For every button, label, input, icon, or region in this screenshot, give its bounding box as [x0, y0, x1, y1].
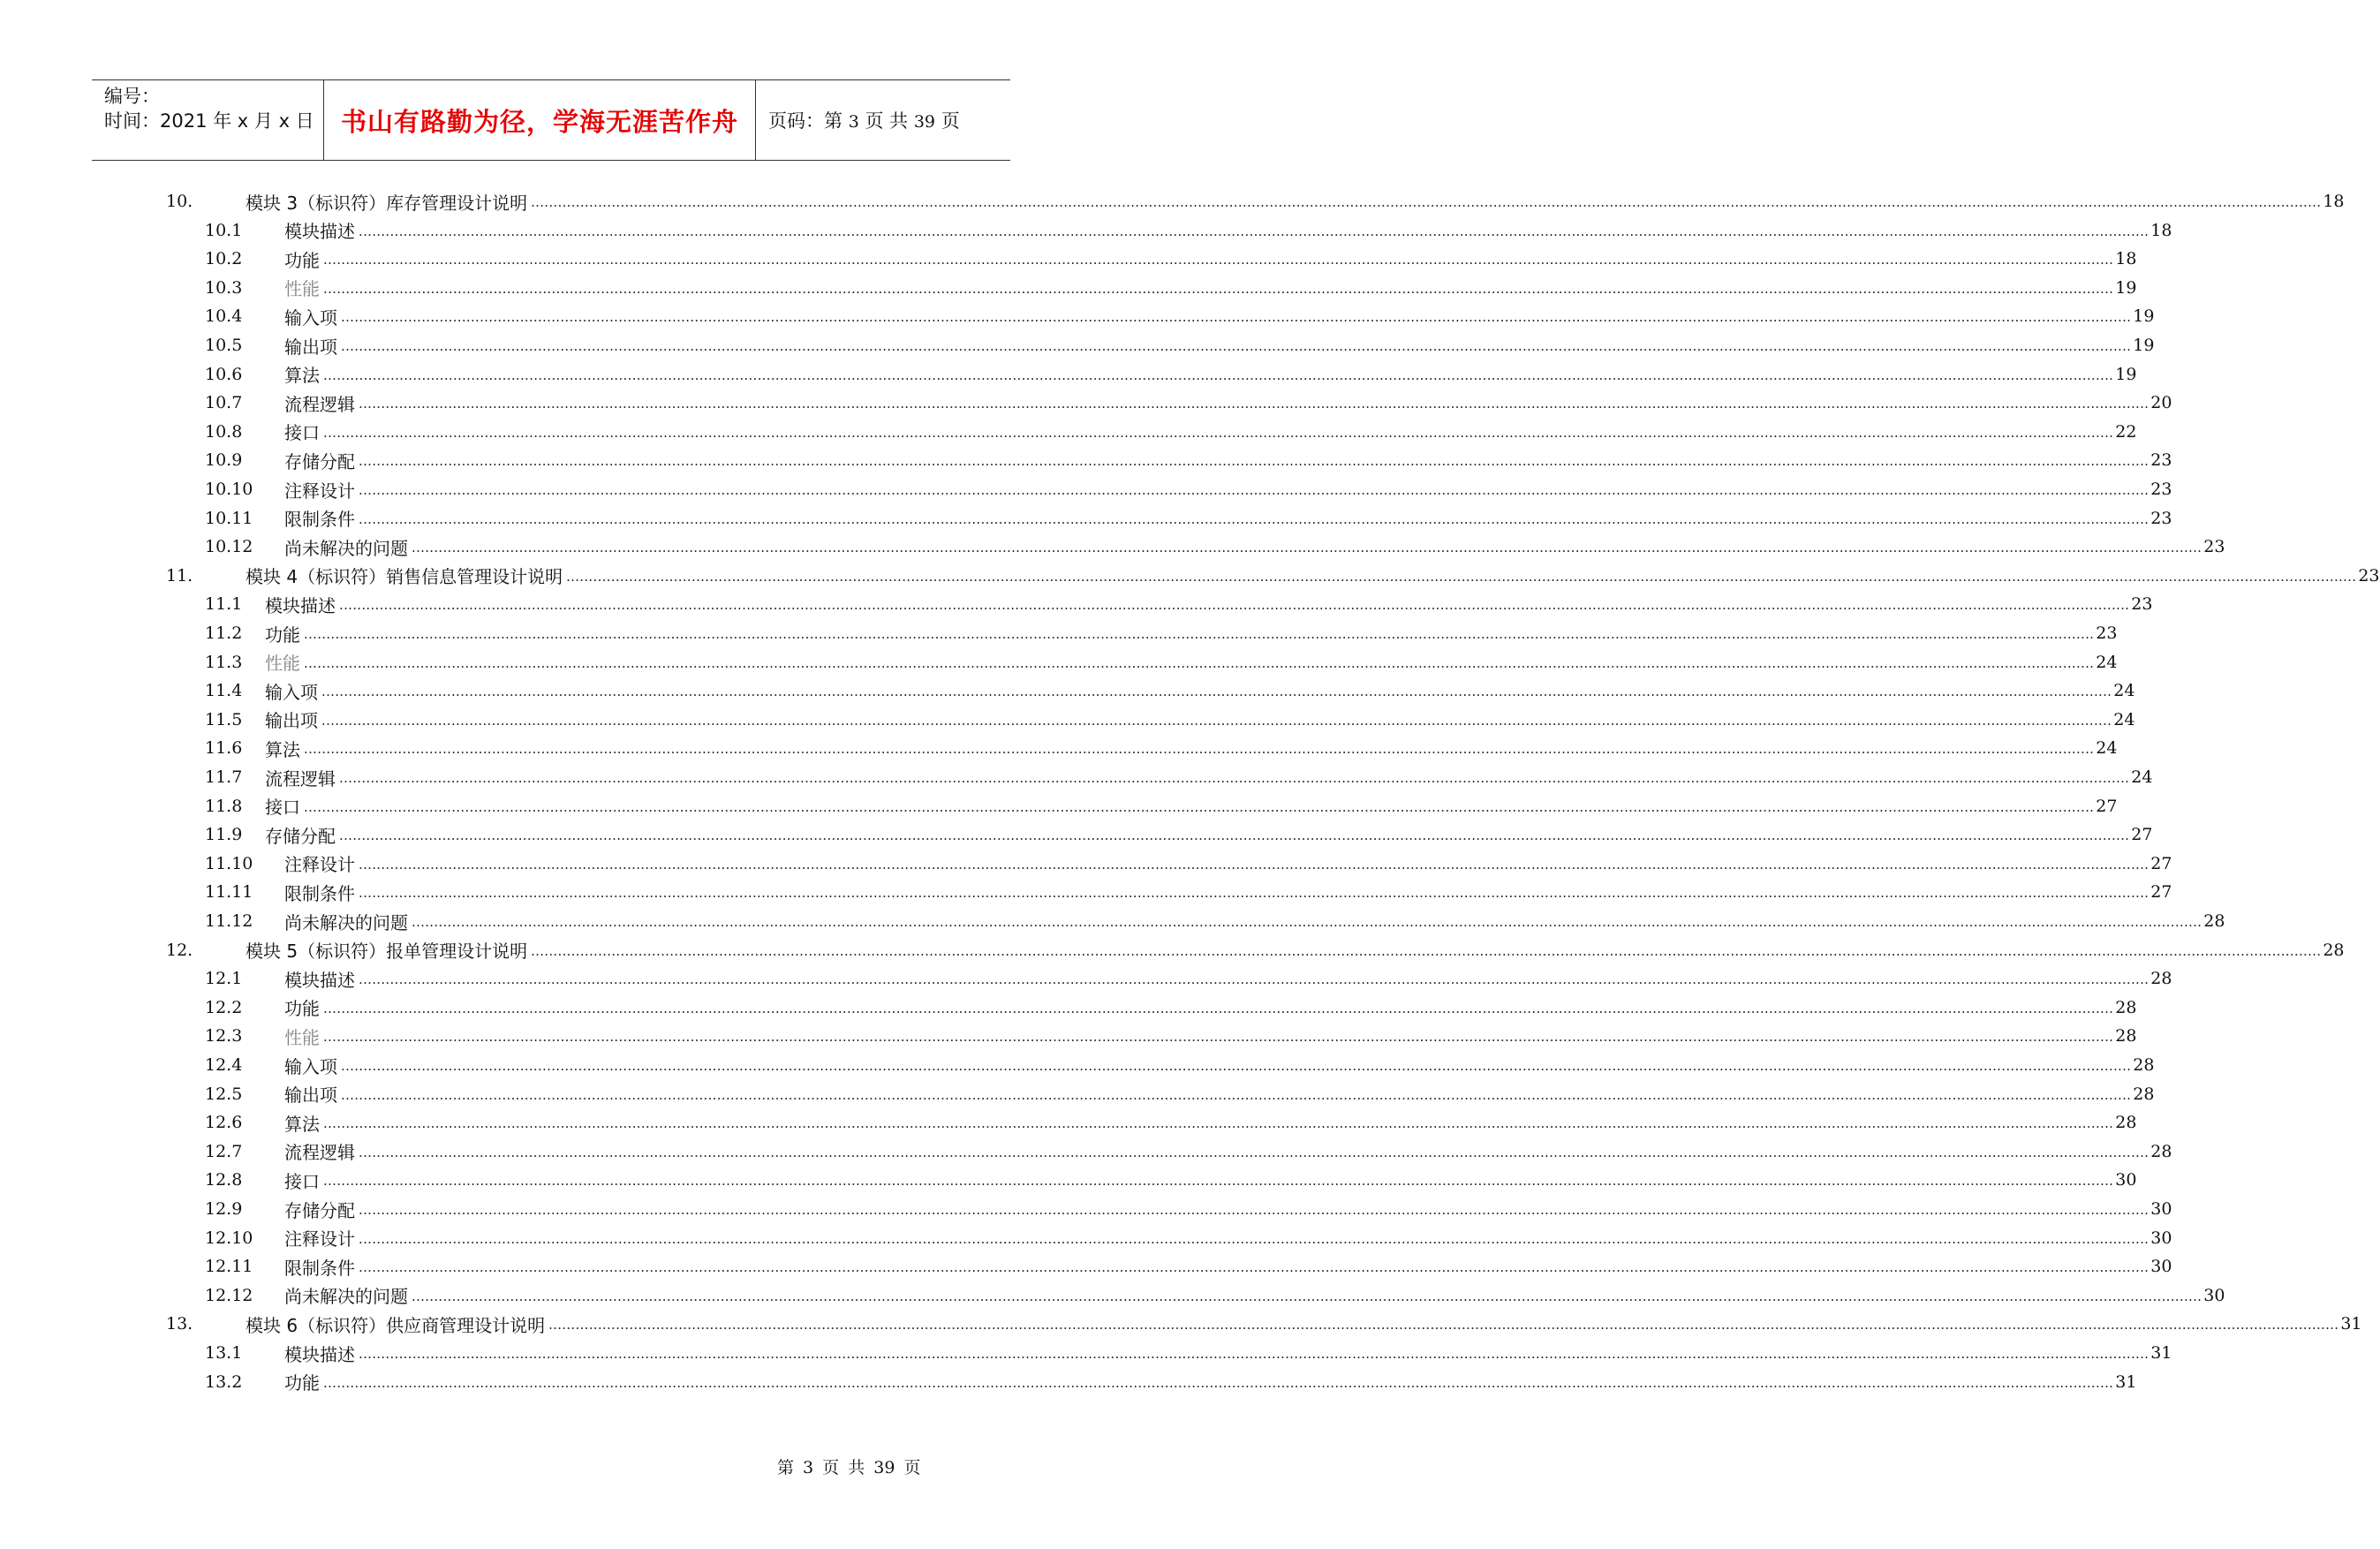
toc-entry[interactable] — [0, 303, 2155, 329]
toc-entry-number: 12.7 — [205, 1141, 243, 1161]
toc-entry-number: 10.10 — [205, 480, 253, 499]
toc-dot-leader: ................................................................................................................................................................................................................................................................................................................................................................................................................ — [339, 827, 2130, 844]
toc-entry[interactable] — [0, 1253, 2172, 1280]
toc-dot-leader: ................................................................................................................................................................................................................................................................................................................................................................................................................ — [304, 626, 2095, 642]
toc-entry-number: 12.11 — [205, 1257, 253, 1277]
toc-entry-number: 10.11 — [205, 508, 253, 528]
toc-entry[interactable] — [0, 850, 2172, 877]
toc-dot-leader: ................................................................................................................................................................................................................................................................................................................................................................................................................ — [323, 252, 2114, 268]
toc-entry-number: 12.6 — [205, 1113, 243, 1133]
toc-entry-number: 10.3 — [205, 277, 243, 298]
toc-dot-leader: ................................................................................................................................................................................................................................................................................................................................................................................................................ — [304, 741, 2095, 758]
toc-entry-number: 10.6 — [205, 364, 243, 384]
toc-entry[interactable] — [0, 1196, 2172, 1222]
toc-entry-title: 模块描述 — [284, 969, 355, 991]
toc-entry-page: 27 — [2096, 796, 2118, 816]
toc-dot-leader: ................................................................................................................................................................................................................................................................................................................................................................................................................ — [359, 885, 2150, 902]
toc-entry[interactable] — [0, 821, 2153, 848]
toc-entry[interactable] — [0, 1311, 2362, 1337]
toc-dot-leader: ................................................................................................................................................................................................................................................................................................................................................................................................................ — [304, 798, 2095, 815]
toc-entry-page: 24 — [2131, 767, 2153, 787]
toc-dot-leader: ................................................................................................................................................................................................................................................................................................................................................................................................................ — [359, 856, 2150, 873]
pagecode-page: 3 — [848, 112, 859, 132]
toc-entry[interactable] — [0, 533, 2225, 560]
toc-entry-page: 23 — [2131, 594, 2153, 615]
motto: 书山有路勤为径，学海无涯苦作舟 — [340, 106, 738, 137]
toc-dot-leader: ................................................................................................................................................................................................................................................................................................................................................................................................................ — [341, 1086, 2132, 1103]
toc-entry-number: 13.1 — [205, 1343, 243, 1363]
toc-entry-number: 11.7 — [205, 767, 243, 787]
toc-entry-number: 10.5 — [205, 336, 243, 355]
toc-entry-number: 11.4 — [205, 681, 243, 701]
toc-entry-number: 11.9 — [205, 825, 243, 845]
toc-entry[interactable] — [0, 188, 2345, 215]
toc-entry[interactable] — [0, 620, 2118, 646]
toc-entry-title: 模块 3（标识符）库存管理设计说明 — [246, 192, 528, 214]
toc-entry-number: 10.2 — [205, 249, 243, 269]
toc-dot-leader: ................................................................................................................................................................................................................................................................................................................................................................................................................ — [359, 971, 2150, 988]
toc-entry[interactable] — [0, 937, 2345, 963]
toc-dot-leader: ................................................................................................................................................................................................................................................................................................................................................................................................................ — [323, 1115, 2114, 1132]
toc-entry-page: 23 — [2150, 450, 2172, 471]
toc-entry-page: 19 — [2133, 336, 2155, 355]
toc-dot-leader: ................................................................................................................................................................................................................................................................................................................................................................................................................ — [359, 223, 2150, 239]
toc-entry-number: 11.2 — [205, 623, 243, 643]
toc-dot-leader: ................................................................................................................................................................................................................................................................................................................................................................................................................ — [339, 770, 2130, 786]
page-code — [768, 107, 960, 133]
toc-entry-page: 23 — [2096, 623, 2118, 643]
toc-dot-leader: ................................................................................................................................................................................................................................................................................................................................................................................................................ — [566, 568, 2357, 585]
toc-entry-number: 10.12 — [205, 537, 253, 557]
toc-entry-page: 30 — [2150, 1257, 2172, 1277]
toc-entry[interactable] — [0, 1167, 2137, 1193]
toc-entry-page: 28 — [2203, 911, 2225, 931]
toc-entry-page: 28 — [2323, 940, 2345, 960]
toc-entry[interactable] — [0, 591, 2153, 617]
toc-entry-number: 13. — [166, 1314, 193, 1334]
toc-entry-page: 24 — [2113, 681, 2135, 701]
toc-entry-number: 11.11 — [205, 882, 253, 903]
toc-entry-page: 28 — [2115, 1113, 2137, 1133]
toc-entry-number: 10.9 — [205, 450, 243, 471]
toc-dot-leader: ................................................................................................................................................................................................................................................................................................................................................................................................................ — [531, 942, 2322, 959]
toc-entry[interactable] — [0, 275, 2137, 301]
toc-entry[interactable] — [0, 1369, 2137, 1395]
toc-entry-number: 12.8 — [205, 1170, 243, 1190]
toc-entry[interactable] — [0, 908, 2225, 934]
toc-dot-leader: ................................................................................................................................................................................................................................................................................................................................................................................................................ — [359, 1346, 2150, 1362]
toc-dot-leader: ................................................................................................................................................................................................................................................................................................................................................................................................................ — [359, 1202, 2150, 1218]
toc-entry-page: 23 — [2150, 508, 2172, 528]
toc-entry-number: 10.8 — [205, 421, 243, 442]
toc-entry-title: 限制条件 — [284, 1257, 355, 1279]
toc-entry-number: 12.3 — [205, 1026, 243, 1047]
toc-entry-number: 11.8 — [205, 796, 243, 816]
toc-entry-title: 存储分配 — [284, 450, 355, 472]
toc-entry[interactable] — [0, 246, 2137, 272]
toc-dot-leader: ................................................................................................................................................................................................................................................................................................................................................................................................................ — [323, 424, 2114, 441]
toc-dot-leader: ................................................................................................................................................................................................................................................................................................................................................................................................................ — [359, 1230, 2150, 1247]
toc-entry-page: 31 — [2340, 1314, 2362, 1334]
toc-dot-leader: ................................................................................................................................................................................................................................................................................................................................................................................................................ — [323, 1173, 2114, 1190]
toc-entry[interactable] — [0, 994, 2137, 1021]
toc-entry[interactable] — [0, 1138, 2172, 1165]
toc-dot-leader: ................................................................................................................................................................................................................................................................................................................................................................................................................ — [321, 684, 2112, 700]
toc-entry-title: 功能 — [284, 1372, 320, 1394]
pagecode-suffix: 页 — [941, 110, 960, 132]
toc-entry-title: 模块 6（标识符）供应商管理设计说明 — [246, 1314, 546, 1336]
toc-entry-title: 尚未解决的问题 — [284, 911, 408, 933]
toc-dot-leader: ................................................................................................................................................................................................................................................................................................................................................................................................................ — [412, 1288, 2202, 1304]
toc-entry-number: 11.12 — [205, 911, 253, 931]
toc-entry-number: 10.7 — [205, 393, 243, 413]
toc-entry-page: 30 — [2115, 1170, 2137, 1190]
pagecode-total: 39 — [913, 112, 936, 132]
toc-entry[interactable] — [0, 677, 2135, 704]
toc-dot-leader: ................................................................................................................................................................................................................................................................................................................................................................................................................ — [323, 366, 2114, 383]
toc-entry-number: 10. — [166, 192, 193, 211]
toc-entry-title: 限制条件 — [284, 509, 355, 531]
toc-entry-page: 23 — [2358, 565, 2380, 586]
toc-entry-title: 存储分配 — [265, 825, 336, 847]
toc-entry-page: 28 — [2150, 1141, 2172, 1161]
toc-entry-page: 18 — [2115, 249, 2137, 269]
toc-entry-title: 算法 — [265, 738, 300, 760]
toc-entry-title: 接口 — [265, 797, 300, 819]
toc-entry[interactable] — [0, 217, 2172, 244]
toc-entry-title: 输入项 — [284, 306, 337, 329]
toc-entry-title: 功能 — [265, 623, 300, 646]
toc-dot-leader: ................................................................................................................................................................................................................................................................................................................................................................................................................ — [339, 597, 2130, 614]
toc-entry-title: 输出项 — [284, 1084, 337, 1107]
toc-entry-title: 接口 — [284, 422, 320, 444]
toc-entry-page: 27 — [2131, 825, 2153, 845]
toc-entry-title: 尚未解决的问题 — [284, 1286, 408, 1308]
toc-entry[interactable] — [0, 879, 2172, 905]
toc-entry-page: 30 — [2203, 1285, 2225, 1305]
toc-entry-number: 11. — [166, 565, 193, 586]
toc-entry[interactable] — [0, 1052, 2155, 1078]
toc-entry-number: 13.2 — [205, 1371, 243, 1392]
toc-entry-number: 11.1 — [205, 594, 243, 615]
toc-entry-title: 功能 — [284, 998, 320, 1020]
toc-entry-page: 24 — [2096, 652, 2118, 672]
time-label: 时间：2021 年 x 月 x 日 — [104, 110, 314, 132]
toc-dot-leader: ................................................................................................................................................................................................................................................................................................................................................................................................................ — [323, 280, 2114, 297]
header-meta-cell — [92, 80, 323, 160]
toc-entry-number: 10.4 — [205, 306, 243, 327]
toc-entry-title: 输出项 — [265, 710, 318, 732]
toc-entry-title: 性能 — [284, 1026, 320, 1048]
toc-entry-page: 24 — [2096, 738, 2118, 759]
toc-entry-number: 12.12 — [205, 1285, 253, 1305]
toc-entry-title: 功能 — [284, 249, 320, 271]
toc-entry-title: 输入项 — [284, 1055, 337, 1077]
toc-entry-title: 存储分配 — [284, 1199, 355, 1221]
toc-entry[interactable] — [0, 793, 2118, 820]
toc-entry-title: 接口 — [284, 1170, 320, 1192]
header-motto-cell — [323, 80, 756, 160]
toc-entry[interactable] — [0, 1282, 2225, 1309]
toc-entry-title: 性能 — [265, 653, 300, 675]
toc-entry-number: 10.1 — [205, 220, 243, 240]
toc-entry-page: 18 — [2323, 192, 2345, 211]
toc-dot-leader: ................................................................................................................................................................................................................................................................................................................................................................................................................ — [531, 194, 2322, 210]
toc-dot-leader: ................................................................................................................................................................................................................................................................................................................................................................................................................ — [359, 482, 2150, 498]
toc-entry-page: 30 — [2150, 1199, 2172, 1219]
toc-entry[interactable] — [0, 389, 2172, 416]
toc-entry-title: 算法 — [284, 1113, 320, 1135]
pagecode-mid: 页 共 — [865, 110, 909, 132]
toc-entry-title: 模块 4（标识符）销售信息管理设计说明 — [246, 566, 563, 588]
toc-entry[interactable] — [0, 649, 2118, 676]
toc-entry-page: 20 — [2150, 393, 2172, 413]
toc-entry-page: 24 — [2113, 709, 2135, 729]
toc-entry[interactable] — [0, 563, 2380, 589]
toc-entry-page: 19 — [2115, 364, 2137, 384]
toc-dot-leader: ................................................................................................................................................................................................................................................................................................................................................................................................................ — [548, 1317, 2339, 1334]
toc-entry-page: 23 — [2150, 480, 2172, 499]
toc-entry-number: 12.1 — [205, 969, 243, 989]
toc-dot-leader: ................................................................................................................................................................................................................................................................................................................................................................................................................ — [304, 654, 2095, 671]
toc-entry-title: 输入项 — [265, 681, 318, 703]
toc-entry[interactable] — [0, 735, 2118, 761]
toc-entry[interactable] — [0, 447, 2172, 473]
toc-dot-leader: ................................................................................................................................................................................................................................................................................................................................................................................................................ — [412, 540, 2202, 556]
toc-entry-title: 限制条件 — [284, 882, 355, 904]
toc-dot-leader: ................................................................................................................................................................................................................................................................................................................................................................................................................ — [341, 309, 2132, 326]
toc-entry-page: 28 — [2133, 1055, 2155, 1075]
toc-entry-page: 19 — [2133, 306, 2155, 327]
toc-entry-number: 12.5 — [205, 1084, 243, 1104]
toc-entry-page: 30 — [2150, 1228, 2172, 1248]
toc-entry-title: 注释设计 — [284, 1228, 355, 1251]
toc-entry[interactable] — [0, 1225, 2172, 1251]
toc-entry-page: 28 — [2115, 1026, 2137, 1047]
toc-entry-title: 注释设计 — [284, 854, 355, 876]
toc-entry-page: 31 — [2150, 1343, 2172, 1363]
page-header — [92, 79, 1010, 161]
toc-entry-title: 流程逻辑 — [265, 767, 336, 790]
toc-entry-title: 尚未解决的问题 — [284, 537, 408, 559]
page-footer: 第 3 页 共 39 页 — [777, 1458, 921, 1477]
toc-entry-page: 19 — [2115, 277, 2137, 298]
toc-entry-title: 算法 — [284, 365, 320, 387]
toc-entry-page: 22 — [2115, 421, 2137, 442]
toc-entry-number: 11.3 — [205, 652, 243, 672]
toc-entry[interactable] — [0, 1023, 2137, 1049]
toc-entry-page: 27 — [2150, 882, 2172, 903]
toc-dot-leader: ................................................................................................................................................................................................................................................................................................................................................................................................................ — [359, 453, 2150, 470]
toc-entry[interactable] — [0, 706, 2135, 733]
toc-entry[interactable] — [0, 361, 2137, 388]
toc-entry-number: 12.10 — [205, 1228, 253, 1248]
toc-dot-leader: ................................................................................................................................................................................................................................................................................................................................................................................................................ — [359, 1144, 2150, 1160]
toc-entry-number: 12.2 — [205, 997, 243, 1017]
toc-entry-title: 模块描述 — [284, 221, 355, 243]
toc-entry-page: 28 — [2115, 997, 2137, 1017]
toc-entry[interactable] — [0, 764, 2153, 790]
toc-entry-title: 性能 — [284, 278, 320, 300]
serial-label: 编号： — [104, 86, 160, 107]
pagecode-prefix: 页码：第 — [768, 110, 842, 132]
toc-dot-leader: ................................................................................................................................................................................................................................................................................................................................................................................................................ — [359, 396, 2150, 412]
toc-entry-page: 23 — [2203, 537, 2225, 557]
toc-dot-leader: ................................................................................................................................................................................................................................................................................................................................................................................................................ — [341, 1058, 2132, 1074]
toc-entry[interactable] — [0, 965, 2172, 992]
toc-entry-number: 11.5 — [205, 709, 243, 729]
toc-entry[interactable] — [0, 332, 2155, 359]
toc-entry-number: 11.10 — [205, 853, 253, 873]
toc-entry-number: 12.9 — [205, 1199, 243, 1219]
toc-entry-page: 28 — [2133, 1084, 2155, 1104]
toc-entry-title: 模块描述 — [284, 1343, 355, 1365]
toc-entry-number: 12.4 — [205, 1055, 243, 1075]
toc-entry-title: 输出项 — [284, 336, 337, 358]
toc-entry-number: 12. — [166, 940, 193, 960]
toc-dot-leader: ................................................................................................................................................................................................................................................................................................................................................................................................................ — [359, 1259, 2150, 1276]
toc-entry-title: 流程逻辑 — [284, 393, 355, 415]
toc-entry-page: 18 — [2150, 220, 2172, 240]
toc-entry[interactable] — [0, 419, 2137, 445]
toc-dot-leader: ................................................................................................................................................................................................................................................................................................................................................................................................................ — [412, 914, 2202, 930]
toc-entry-page: 28 — [2150, 969, 2172, 989]
toc-entry-number: 11.6 — [205, 738, 243, 759]
toc-entry[interactable] — [0, 1340, 2172, 1366]
toc-entry[interactable] — [0, 476, 2172, 502]
toc-entry-page: 27 — [2150, 853, 2172, 873]
toc-dot-leader: ................................................................................................................................................................................................................................................................................................................................................................................................................ — [323, 1374, 2114, 1391]
toc-entry[interactable] — [0, 1081, 2155, 1107]
toc-dot-leader: ................................................................................................................................................................................................................................................................................................................................................................................................................ — [341, 338, 2132, 354]
toc-dot-leader: ................................................................................................................................................................................................................................................................................................................................................................................................................ — [323, 1000, 2114, 1016]
toc-dot-leader: ................................................................................................................................................................................................................................................................................................................................................................................................................ — [359, 510, 2150, 527]
toc-entry[interactable] — [0, 1109, 2137, 1136]
toc-dot-leader: ................................................................................................................................................................................................................................................................................................................................................................................................................ — [321, 712, 2112, 729]
header-pagecode-cell — [756, 80, 1010, 160]
toc-entry-title: 注释设计 — [284, 480, 355, 502]
toc-entry-title: 模块描述 — [265, 594, 336, 616]
toc-entry-title: 模块 5（标识符）报单管理设计说明 — [246, 941, 528, 963]
toc-entry-page: 31 — [2115, 1371, 2137, 1392]
toc-dot-leader: ................................................................................................................................................................................................................................................................................................................................................................................................................ — [323, 1029, 2114, 1046]
toc-entry-title: 流程逻辑 — [284, 1142, 355, 1164]
toc-entry[interactable] — [0, 505, 2172, 532]
